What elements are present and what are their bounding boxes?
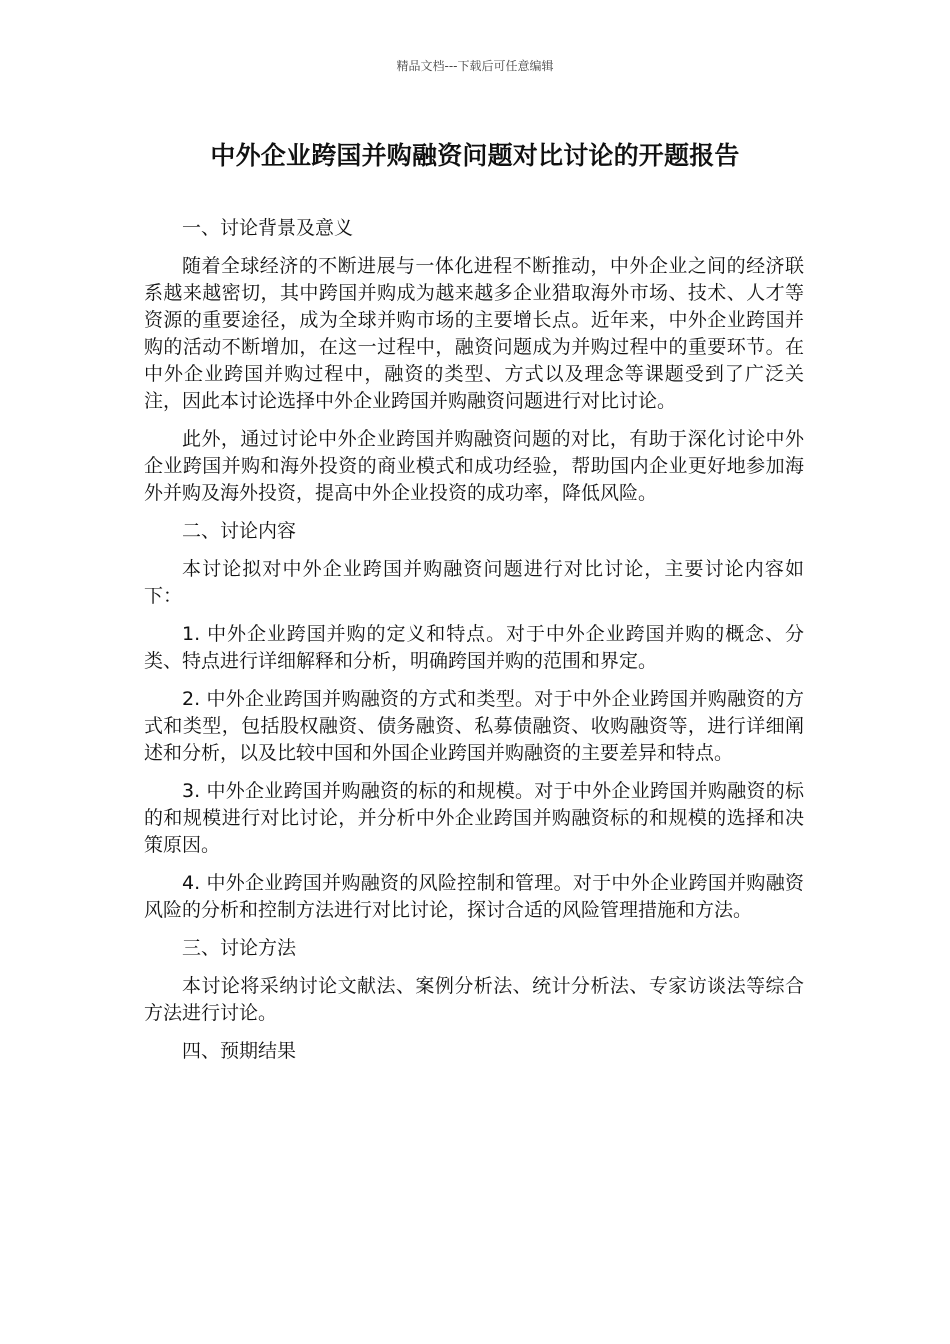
section-heading-background: 一、讨论背景及意义 [182,217,354,239]
paragraph-methods: 本讨论将采纳讨论文献法、案例分析法、统计分析法、专家访谈法等综合方法进行讨论。 [144,975,804,1024]
document-title: 中外企业跨国并购融资问题对比讨论的开题报告 [210,141,740,170]
content-item-4: 4. 中外企业跨国并购融资的风险控制和管理。对于中外企业跨国并购融资风险的分析和控制方法进行对比讨论，探讨合适的风险管理措施和方法。 [144,872,804,921]
document-body [144,215,804,1076]
paragraph-background-2: 此外，通过讨论中外企业跨国并购融资问题的对比，有助于深化讨论中外企业跨国并购和海外投资的商业模式和成功经验，帮助国内企业更好地参加海外并购及海外投资，提高中外企业投资的成功率，降低风险。 [144,428,804,504]
section-heading-expected-results: 四、预期结果 [182,1040,297,1062]
paragraph-background-1: 随着全球经济的不断进展与一体化进程不断推动，中外企业之间的经济联系越来越密切，其中跨国并购成为越来越多企业猎取海外市场、技术、人才等资源的重要途径，成为全球并购市场的主要增长点。近年来，中外企业跨国并购的活动不断增加，在这一过程中，融资问题成为并购过程中的重要环节。在中外企业跨国并购过程中，融资的类型、方式以及理念等课题受到了广泛关注，因此本讨论选择中外企业跨国并购融资问题进行对比讨论。 [144,255,804,412]
header-note: 精品文档---下载后可任意编辑 [396,59,554,73]
paragraph-content-intro: 本讨论拟对中外企业跨国并购融资问题进行对比讨论，主要讨论内容如下： [144,558,804,607]
section-heading-methods: 三、讨论方法 [182,937,297,959]
content-item-1: 1. 中外企业跨国并购的定义和特点。对于中外企业跨国并购的概念、分类、特点进行详细解释和分析，明确跨国并购的范围和界定。 [144,623,804,672]
content-item-2: 2. 中外企业跨国并购融资的方式和类型。对于中外企业跨国并购融资的方式和类型，包括股权融资、债务融资、私募债融资、收购融资等，进行详细阐述和分析，以及比较中国和外国企业跨国并购融资的主要差异和特点。 [144,688,804,764]
content-item-3: 3. 中外企业跨国并购融资的标的和规模。对于中外企业跨国并购融资的标的和规模进行对比讨论，并分析中外企业跨国并购融资标的和规模的选择和决策原因。 [144,780,804,856]
section-heading-content: 二、讨论内容 [182,520,297,542]
